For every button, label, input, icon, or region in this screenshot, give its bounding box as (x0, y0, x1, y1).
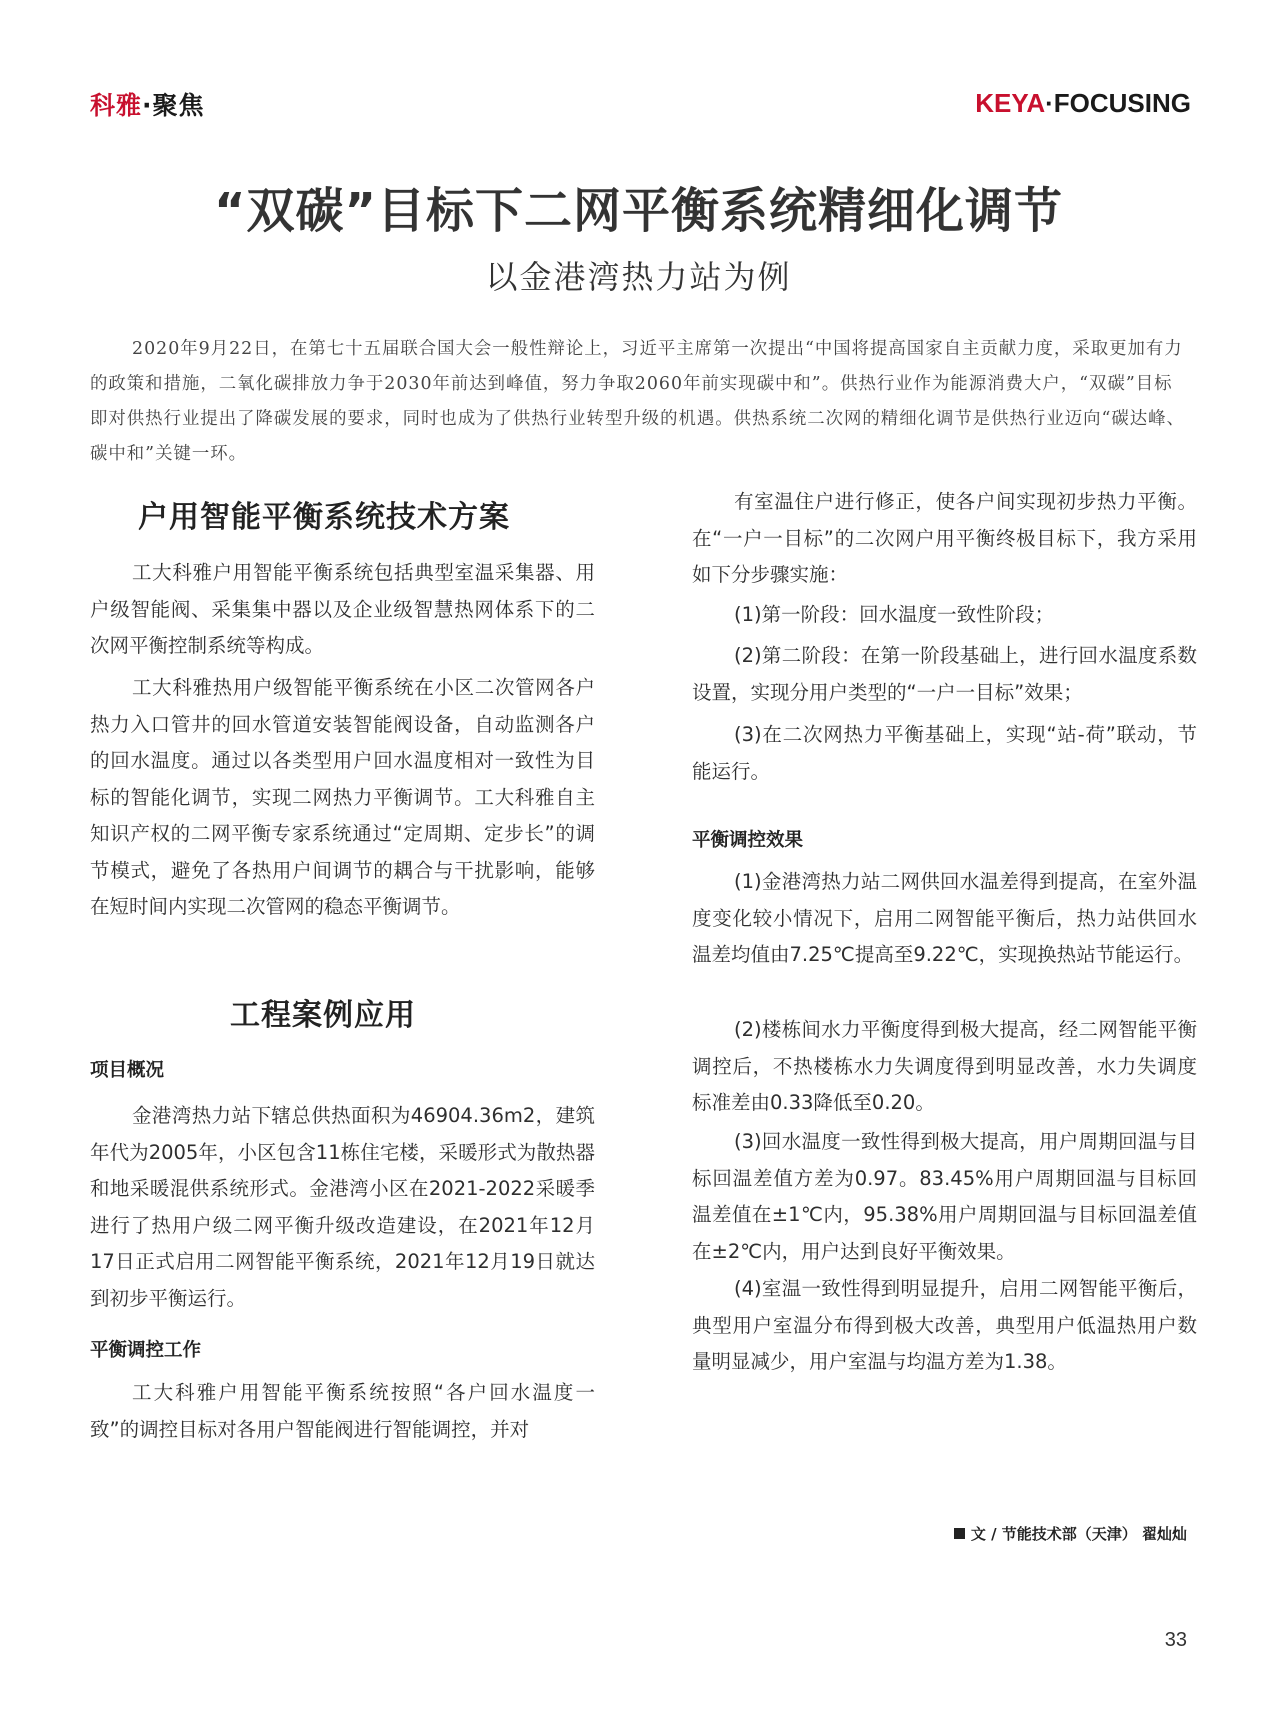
magazine-section-label (90, 86, 205, 122)
section-name-en: ·FOCUSING (1045, 88, 1191, 118)
body-paragraph: 工大科雅热用户级智能平衡系统在小区二次管网各户热力入口管井的回水管道安装智能阀设备，自动监测各户的回水温度。通过以各类型用户回水温度相对一致性为目标的智能化调节，实现二网热力平衡调节。工大科雅自主知识产权的二网平衡专家系统通过“定周期、定步长”的调节模式，避免了各热用户间调节的耦合与干扰影响，能够在短时间内实现二次管网的稳态平衡调节。 (90, 676, 595, 918)
page-number: 33 (1164, 1629, 1187, 1651)
brand-name-cn: 科雅 (90, 91, 143, 120)
effect-item: (1)金港湾热力站二网供回水温差得到提高，在室外温度变化较小情况下，启用二网智能平衡后，热力站供回水温差均值由7.25℃提高至9.22℃，实现换热站节能运行。 (692, 870, 1197, 966)
body-paragraph: 工大科雅户用智能平衡系统包括典型室温采集器、用户级智能阀、采集集中器以及企业级智慧热网体系下的二次网平衡控制系统等构成。 (90, 561, 595, 657)
intro-paragraph: 2020年9月22日，在第七十五届联合国大会一般性辩论上，习近平主席第一次提出“中国将提高国家自主贡献力度，采取更加有力的政策和措施，二氧化碳排放力争于2030年前达到峰值，努力争取2060年前实现碳中和”。供热行业作为能源消费大户，“双碳”目标即对供热行业提出了降碳发展的要求，同时也成为了供热行业转型升级的机遇。供热系统二次网的精细化调节是供热行业迈向“碳达峰、碳中和”关键一环。 (90, 339, 1185, 464)
step-item: (3)在二次网热力平衡基础上，实现“站-荷”联动，节能运行。 (692, 723, 1197, 783)
step-item: (2)第二阶段：在第一阶段基础上，进行回水温度系数设置，实现分用户类型的“一户一目标”效果； (692, 644, 1197, 704)
body-paragraph: 金港湾热力站下辖总供热面积为46904.36m2，建筑年代为2005年，小区包含11栋住宅楼，采暖形式为散热器和地采暖混供系统形式。金港湾小区在2021-2022采暖季进行了热用户级二网平衡升级改造建设，在2021年12月17日正式启用二网智能平衡系统，2021年12月19日就达到初步平衡运行。 (90, 1104, 595, 1310)
magazine-section-label-en (975, 88, 1191, 119)
section-name-cn: ·聚焦 (142, 91, 205, 120)
subsection-heading: 平衡调控效果 (692, 830, 804, 851)
section-heading: 户用智能平衡系统技术方案 (138, 500, 510, 535)
byline-text: 文 / 节能技术部（天津） 翟灿灿 (970, 1525, 1187, 1543)
subsection-heading: 项目概况 (90, 1060, 165, 1081)
step-item: (1)第一阶段：回水温度一致性阶段； (734, 603, 1055, 626)
article-subtitle: 以金港湾热力站为例 (485, 258, 792, 296)
square-bullet-icon (954, 1528, 965, 1539)
effect-item: (3)回水温度一致性得到极大提高，用户周期回温与目标回温差值方差为0.97。83.45%用户周期回温与目标回温差值在±1℃内，95.38%用户周期回温与目标回温差值在±2℃内，用户达到良好平衡效果。 (692, 1130, 1197, 1263)
author-byline (954, 1523, 1187, 1544)
subsection-heading: 平衡调控工作 (90, 1340, 202, 1361)
body-paragraph: 有室温住户进行修正，使各户间实现初步热力平衡。在“一户一目标”的二次网户用平衡终极目标下，我方采用如下分步骤实施： (692, 490, 1197, 586)
effect-item: (2)楼栋间水力平衡度得到极大提高，经二网智能平衡调控后，不热楼栋水力失调度得到明显改善，水力失调度标准差由0.33降低至0.20。 (692, 1018, 1197, 1114)
body-paragraph: 工大科雅户用智能平衡系统按照“各户回水温度一致”的调控目标对各用户智能阀进行智能调控，并对 (90, 1381, 595, 1441)
section-heading: 工程案例应用 (230, 998, 416, 1033)
effect-item: (4)室温一致性得到明显提升，启用二网智能平衡后，典型用户室温分布得到极大改善，典型用户低温热用户数量明显减少，用户室温与均温方差为1.38。 (692, 1277, 1197, 1373)
article-title: “双碳”目标下二网平衡系统精细化调节 (213, 183, 1064, 239)
brand-name-en: KEYA (975, 88, 1046, 118)
